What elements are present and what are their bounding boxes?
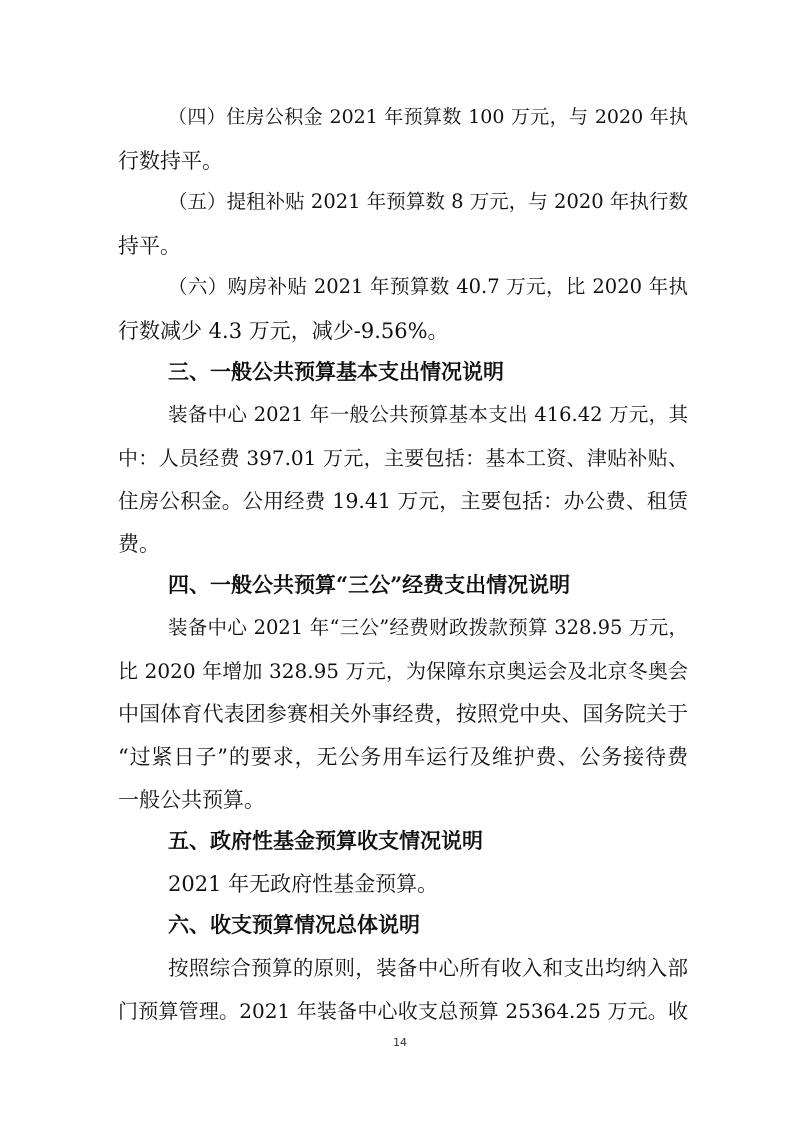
paragraph-line: （四）住房公积金 2021 年预算数 100 万元，与 2020 年执 [168,106,688,128]
paragraph-line: 一般公共预算。 [118,788,265,812]
paragraph-line: 按照综合预算的原则，装备中心所有收入和支出均纳入部 [168,956,688,980]
paragraph-line: 持平。 [118,234,181,258]
paragraph-line: 行数减少 4.3 万元，减少-9.56%。 [118,319,449,343]
paragraph-line: 行数持平。 [118,149,223,173]
paragraph-line: （五）提租补贴 2021 年预算数 8 万元，与 2020 年执行数 [168,190,688,213]
section-heading-5: 五、政府性基金预算收支情况说明 [168,828,483,853]
paragraph-line: 比 2020 年增加 328.95 万元，为保障东京奥运会及北京冬奥会 [118,659,688,683]
paragraph-line: 装备中心 2021 年一般公共预算基本支出 416.42 万元，其 [168,403,688,426]
paragraph-line: 2021 年无政府性基金预算。 [168,872,439,896]
page-number: 14 [393,1036,407,1049]
paragraph-line: 中国体育代表团参赛相关外事经费，按照党中央、国务院关于 [118,702,688,726]
paragraph-line: 住房公积金。公用经费 19.41 万元，主要包括：办公费、租赁 [118,489,688,513]
paragraph-line: 费。 [118,532,160,556]
section-heading-6: 六、收支预算情况总体说明 [168,912,420,937]
section-heading-4: 四、一般公共预算“三公”经费支出情况说明 [168,572,571,597]
paragraph-line: 中：人员经费 397.01 万元，主要包括：基本工资、津贴补贴、 [118,446,688,470]
paragraph-line: “过紧日子”的要求，无公务用车运行及维护费、公务接待费 [118,745,688,769]
section-heading-3: 三、一般公共预算基本支出情况说明 [168,359,504,384]
paragraph-line: （六）购房补贴 2021 年预算数 40.7 万元，比 2020 年执 [168,275,688,298]
paragraph-line: 门预算管理。2021 年装备中心收支总预算 25364.25 万元。收 [118,999,688,1023]
paragraph-line: 装备中心 2021 年“三公”经费财政拨款预算 328.95 万元， [168,616,688,639]
